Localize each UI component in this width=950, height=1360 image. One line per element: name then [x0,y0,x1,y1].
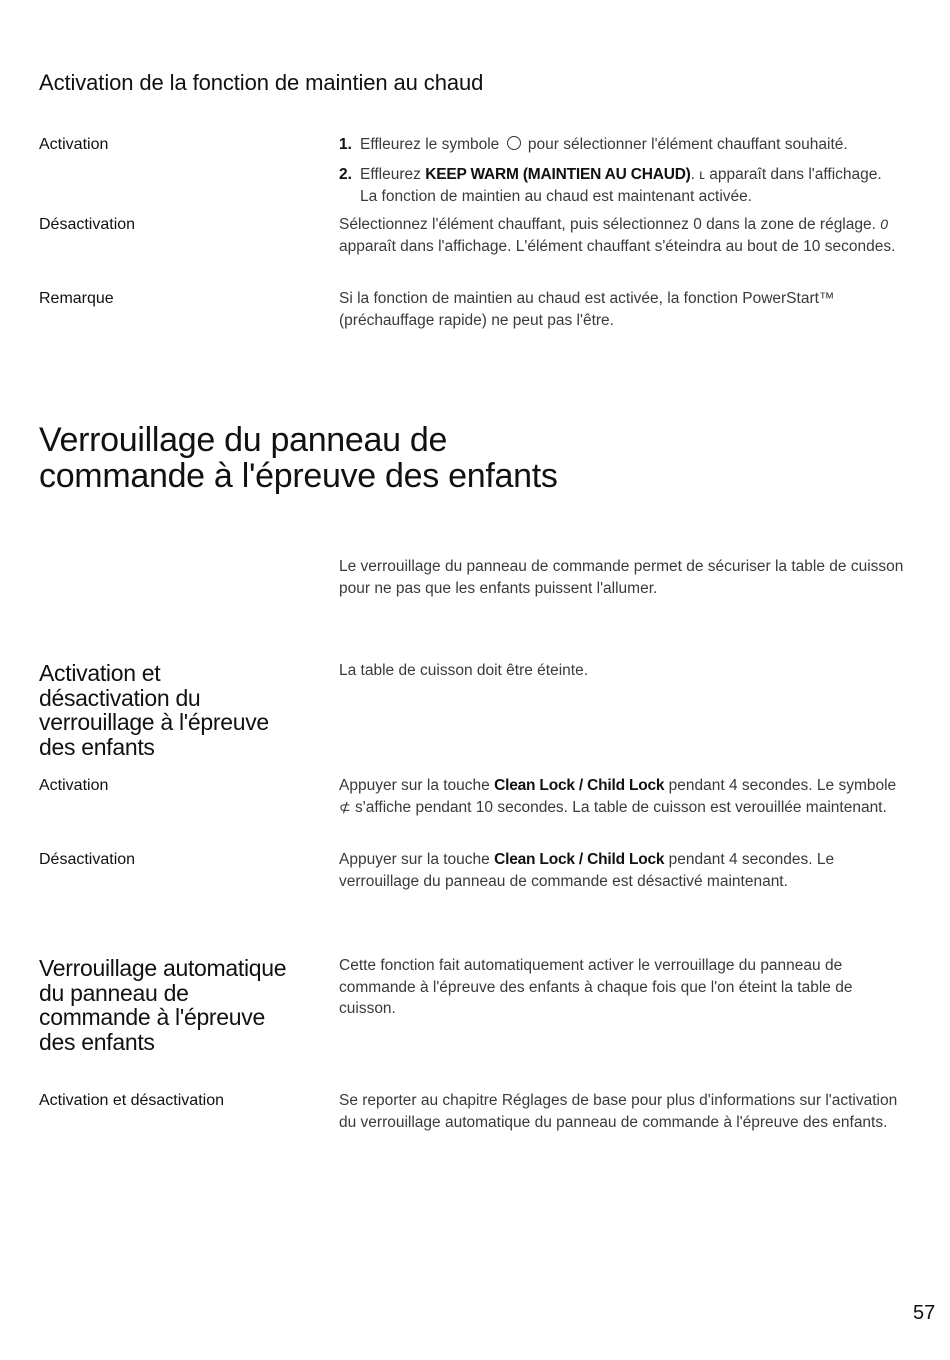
step-number: 2. [339,166,352,183]
text-line: Se reporter au chapitre Réglages de base pour plus d'informations sur l'activation [339,1092,898,1109]
step-number: 1. [339,136,352,153]
text-span: Appuyer sur la touche [339,777,490,794]
intro-text [339,556,934,599]
title-line: Verrouillage du panneau de [39,421,448,459]
page-number: 57 [913,1302,936,1324]
heading-line: des enfants [39,1028,155,1055]
heading-child-lock [39,661,319,759]
child-lock-deactivation-label: Désactivation [39,851,136,868]
step-text: Effleurez [360,166,421,183]
text-span: pendant 4 secondes. Le [668,851,835,868]
auto-lock-reference [339,1090,934,1133]
text-span: s'affiche pendant 10 secondes. La table de cuisson est verouillée maintenant. [355,798,887,816]
text-line: du verrouillage automatique du panneau de commande à l'épreuve des enfants. [339,1113,888,1131]
page-title [39,422,639,494]
clean-lock-key: Clean Lock / Child Lock [494,777,665,794]
text-line: commande à l'épreuve des enfants à chaque fois que l'on éteint la table de [339,978,853,996]
child-lock-activation-label: Activation [39,777,109,794]
note-line: (préchauffage rapide) ne peut pas l'être. [339,311,614,329]
deactivation-line: apparaît dans l'affichage. L'élément chauffant s'éteindra au bout de 10 secondes. [339,237,896,255]
activation-step-2: 2. Effleurez KEEP WARM (MAINTIEN AU CHAUD). ʟ apparaît dans l'affichage. La fonction de maintien au chaud est maintenant activée. [339,166,882,205]
step-text: La fonction de maintien au chaud est maintenant activée. [360,187,753,205]
heading-line: commande à l'épreuve [39,1004,265,1030]
text-line: Cette fonction fait automatiquement activer le verrouillage du panneau de [339,957,843,974]
circle-symbol-icon [507,136,521,150]
child-lock-activation-text [339,775,934,818]
activation-step-1 [339,134,934,156]
heading-auto-lock [39,956,319,1054]
text-span: pendant 4 secondes. Le symbole [668,777,897,794]
deactivation-text [339,214,934,257]
activation-label: Activation [39,136,109,153]
note-line: Si la fonction de maintien au chaud est activée, la fonction PowerStart™ [339,290,835,307]
keep-warm-symbol-icon: ʟ [699,166,705,182]
heading-line: des enfants [39,733,155,760]
clean-lock-key: Clean Lock / Child Lock [494,851,665,868]
intro-line: pour ne pas que les enfants puissent l'allumer. [339,579,658,597]
note-text [339,288,934,331]
section-title-keep-warm: Activation de la fonction de maintien au chaud [39,70,484,95]
heading-line: désactivation du [39,684,201,711]
keep-warm-key: KEEP WARM (MAINTIEN AU CHAUD) [425,166,691,183]
display-zero-symbol-icon: 0 [880,216,889,232]
text-span: Appuyer sur la touche [339,851,490,868]
title-line: commande à l'épreuve des enfants [39,457,558,495]
step-text: apparaît dans l'affichage. [709,166,882,183]
note-label: Remarque [39,290,114,307]
text-line: cuisson. [339,1000,396,1017]
child-lock-deactivation-text [339,849,934,892]
deactivation-line: Sélectionnez l'élément chauffant, puis sélectionnez 0 dans la zone de réglage. [339,216,876,233]
lock-symbol-icon: ⊄ [339,798,351,815]
auto-lock-label: Activation et désactivation [39,1092,224,1109]
heading-line: Verrouillage automatique [39,955,287,981]
heading-line: Activation et [39,660,161,686]
prerequisite-text: La table de cuisson doit être éteinte. [339,662,589,679]
heading-line: verrouillage à l'épreuve [39,709,269,735]
step-text: Effleurez le symbole [360,136,500,153]
intro-line: Le verrouillage du panneau de commande permet de sécuriser la table de cuisson [339,558,904,575]
heading-line: du panneau de [39,979,189,1006]
auto-lock-text [339,955,934,1020]
deactivation-label: Désactivation [39,216,136,233]
step-text: pour sélectionner l'élément chauffant souhaité. [527,136,848,153]
text-span: verrouillage du panneau de commande est désactivé maintenant. [339,872,788,890]
